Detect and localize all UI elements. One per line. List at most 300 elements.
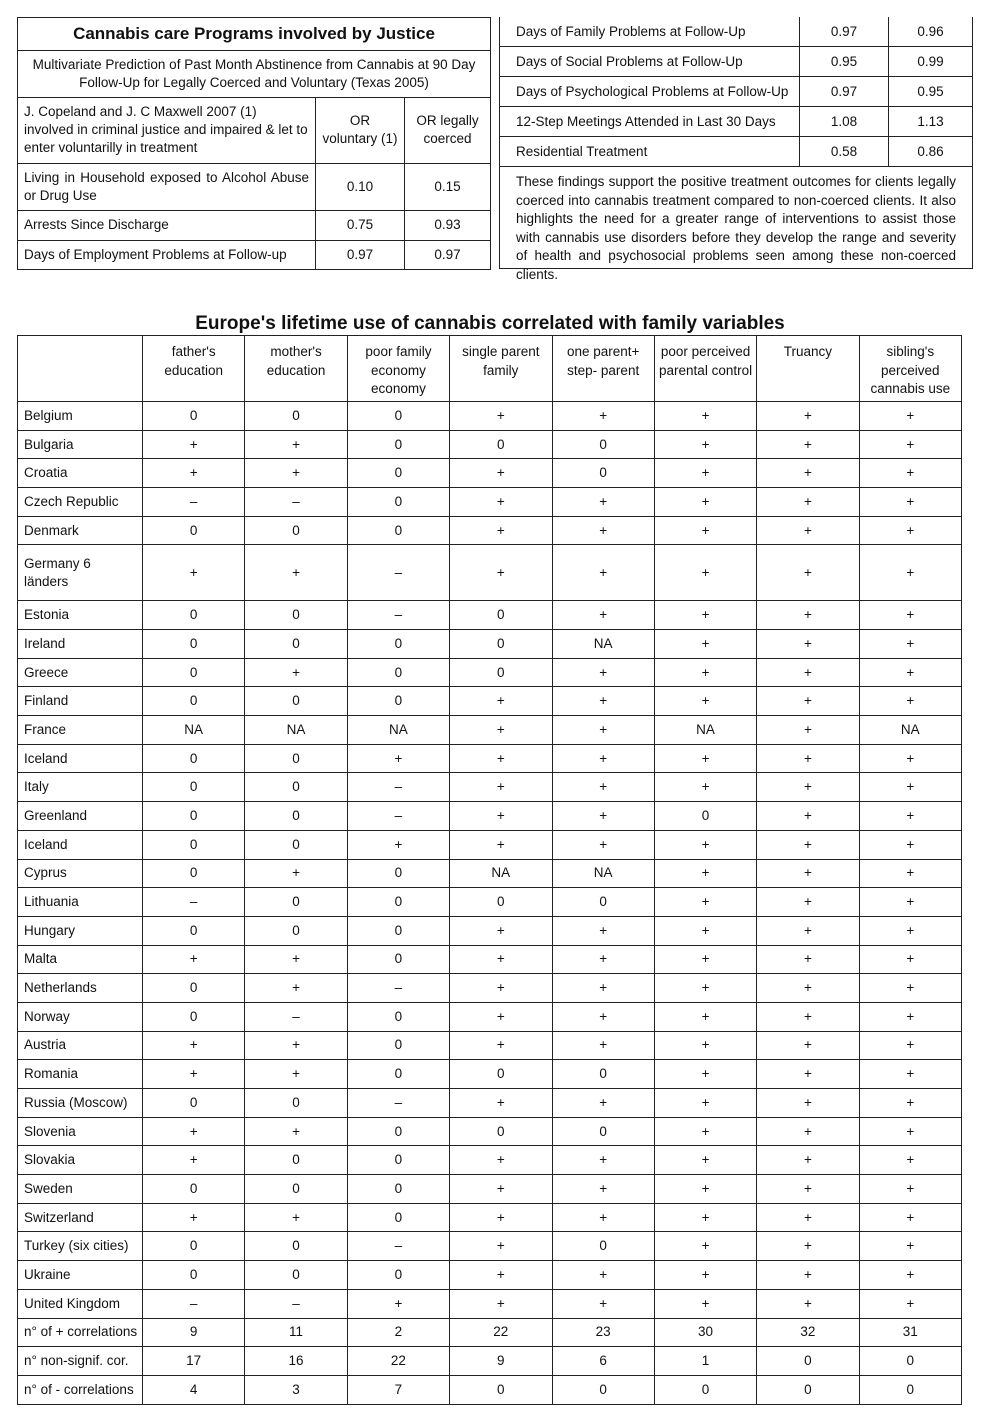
- correlation-cell: 0: [245, 1175, 347, 1204]
- correlation-cell: +: [654, 945, 756, 974]
- correlation-cell: 0: [245, 830, 347, 859]
- correlation-cell: +: [757, 459, 859, 488]
- correlation-cell: +: [859, 1002, 961, 1031]
- correlation-cell: 0: [450, 658, 552, 687]
- correlation-cell: +: [757, 802, 859, 831]
- correlation-cell: +: [859, 687, 961, 716]
- country-label: Austria: [18, 1031, 143, 1060]
- correlation-cell: –: [347, 1232, 449, 1261]
- correlation-cell: +: [654, 1261, 756, 1290]
- country-label: Russia (Moscow): [18, 1089, 143, 1118]
- correlation-cell: +: [552, 488, 654, 517]
- correlation-cell: 0: [347, 1031, 449, 1060]
- correlation-cell: 0: [245, 630, 347, 659]
- correlation-cell: 0: [245, 601, 347, 630]
- correlation-cell: +: [654, 1031, 756, 1060]
- table-row: [18, 1175, 962, 1204]
- correlation-cell: +: [654, 545, 756, 601]
- correlation-cell: 17: [143, 1347, 245, 1376]
- correlation-cell: 0: [245, 1146, 347, 1175]
- correlation-cell: +: [654, 916, 756, 945]
- correlation-cell: 0: [450, 430, 552, 459]
- correlation-cell: +: [757, 402, 859, 431]
- correlation-cell: 0: [347, 1060, 449, 1089]
- column-header: one parent+ step- parent: [552, 336, 654, 402]
- correlation-cell: 0: [552, 1232, 654, 1261]
- correlation-cell: 0: [347, 1203, 449, 1232]
- table-row: [18, 430, 962, 459]
- correlation-cell: –: [143, 1289, 245, 1318]
- correlation-cell: +: [757, 1203, 859, 1232]
- correlation-cell: 0: [245, 402, 347, 431]
- correlation-cell: +: [654, 859, 756, 888]
- correlation-cell: 0: [143, 1232, 245, 1261]
- correlation-cell: +: [552, 773, 654, 802]
- correlation-cell: +: [757, 1031, 859, 1060]
- right-table-row: [500, 47, 972, 77]
- correlation-cell: +: [757, 1089, 859, 1118]
- correlation-cell: –: [347, 1089, 449, 1118]
- or-coerced-value: 0.15: [405, 163, 491, 210]
- country-label: Switzerland: [18, 1203, 143, 1232]
- correlation-cell: +: [654, 974, 756, 1003]
- correlation-cell: +: [757, 1117, 859, 1146]
- row-label: Days of Social Problems at Follow-Up: [500, 47, 800, 77]
- or-voluntary-value: 0.97: [800, 17, 889, 47]
- correlation-cell: +: [552, 1203, 654, 1232]
- correlation-cell: NA: [347, 716, 449, 745]
- correlation-cell: –: [143, 488, 245, 517]
- correlation-cell: +: [859, 1146, 961, 1175]
- correlation-cell: +: [757, 744, 859, 773]
- country-label: n° of + correlations: [18, 1318, 143, 1347]
- correlation-cell: +: [552, 687, 654, 716]
- correlation-cell: +: [859, 1289, 961, 1318]
- correlation-cell: 9: [143, 1318, 245, 1347]
- country-label: Germany 6 länders: [18, 545, 143, 601]
- correlation-cell: 7: [347, 1375, 449, 1404]
- correlation-cell: 0: [654, 802, 756, 831]
- correlation-cell: +: [654, 1060, 756, 1089]
- correlation-cell: +: [143, 1031, 245, 1060]
- correlation-cell: +: [654, 402, 756, 431]
- justice-programs-table-right: [499, 17, 973, 282]
- europe-table-title: Europe's lifetime use of cannabis correlated with family variables: [195, 313, 785, 334]
- correlation-cell: +: [859, 1203, 961, 1232]
- row-label: 12-Step Meetings Attended in Last 30 Days: [500, 107, 800, 137]
- correlation-cell: +: [552, 744, 654, 773]
- table-row: [18, 773, 962, 802]
- correlation-cell: 0: [347, 459, 449, 488]
- correlation-cell: 0: [859, 1347, 961, 1376]
- correlation-cell: +: [552, 916, 654, 945]
- correlation-cell: +: [859, 658, 961, 687]
- correlation-cell: 0: [450, 1375, 552, 1404]
- correlation-cell: 0: [347, 916, 449, 945]
- country-label: Denmark: [18, 516, 143, 545]
- correlation-cell: +: [450, 1146, 552, 1175]
- country-label: Romania: [18, 1060, 143, 1089]
- correlation-cell: 0: [347, 687, 449, 716]
- correlation-cell: +: [859, 859, 961, 888]
- correlation-cell: 22: [347, 1347, 449, 1376]
- column-header: sibling's perceived cannabis use: [859, 336, 961, 402]
- correlation-cell: +: [552, 830, 654, 859]
- correlation-cell: 0: [143, 1089, 245, 1118]
- correlation-cell: +: [757, 1261, 859, 1290]
- table-row: [18, 1146, 962, 1175]
- correlation-cell: 0: [347, 888, 449, 917]
- table-row: [18, 888, 962, 917]
- correlation-cell: 16: [245, 1347, 347, 1376]
- correlation-cell: +: [757, 1002, 859, 1031]
- correlation-cell: +: [859, 1232, 961, 1261]
- correlation-cell: 0: [347, 1146, 449, 1175]
- correlation-cell: +: [757, 859, 859, 888]
- correlation-cell: +: [552, 1289, 654, 1318]
- correlation-cell: 0: [347, 1117, 449, 1146]
- correlation-cell: +: [757, 430, 859, 459]
- correlation-cell: +: [347, 744, 449, 773]
- correlation-cell: 9: [450, 1347, 552, 1376]
- or-coerced-value: 0.97: [405, 240, 491, 269]
- correlation-cell: +: [552, 545, 654, 601]
- correlation-cell: 0: [245, 1232, 347, 1261]
- correlation-cell: –: [143, 888, 245, 917]
- corner-header: [18, 336, 143, 402]
- correlation-cell: –: [347, 974, 449, 1003]
- correlation-cell: +: [757, 1146, 859, 1175]
- correlation-cell: +: [654, 830, 756, 859]
- correlation-cell: +: [859, 802, 961, 831]
- correlation-cell: NA: [859, 716, 961, 745]
- correlation-cell: 0: [143, 630, 245, 659]
- correlation-cell: 0: [245, 1089, 347, 1118]
- table-row: [18, 630, 962, 659]
- correlation-cell: +: [552, 974, 654, 1003]
- or-voluntary-value: 0.75: [316, 210, 405, 240]
- table-row: [18, 1232, 962, 1261]
- correlation-cell: +: [245, 545, 347, 601]
- correlation-cell: +: [654, 488, 756, 517]
- table-row: [18, 545, 962, 601]
- correlation-cell: +: [450, 916, 552, 945]
- correlation-cell: 0: [347, 945, 449, 974]
- correlation-cell: 0: [552, 1117, 654, 1146]
- or-voluntary-value: 0.97: [316, 240, 405, 269]
- left-table-title: Cannabis care Programs involved by Justice: [18, 18, 490, 50]
- correlation-cell: +: [143, 945, 245, 974]
- correlation-cell: 32: [757, 1318, 859, 1347]
- table-row: [18, 687, 962, 716]
- table-row: [18, 945, 962, 974]
- correlation-cell: 0: [143, 687, 245, 716]
- correlation-cell: +: [859, 488, 961, 517]
- correlation-cell: +: [859, 601, 961, 630]
- correlation-cell: 0: [347, 488, 449, 517]
- correlation-cell: +: [450, 1002, 552, 1031]
- left-table-row: [18, 210, 490, 240]
- correlation-cell: +: [245, 1060, 347, 1089]
- table-row: [18, 658, 962, 687]
- correlation-cell: 0: [347, 859, 449, 888]
- correlation-cell: +: [450, 545, 552, 601]
- correlation-cell: +: [552, 1146, 654, 1175]
- table-row: [18, 1261, 962, 1290]
- correlation-cell: +: [143, 1060, 245, 1089]
- correlation-cell: +: [654, 1089, 756, 1118]
- correlation-cell: +: [552, 716, 654, 745]
- correlation-cell: 0: [347, 1002, 449, 1031]
- correlation-cell: +: [859, 773, 961, 802]
- correlation-cell: +: [757, 1175, 859, 1204]
- table-row: [18, 916, 962, 945]
- row-label: Days of Psychological Problems at Follow-Up: [500, 77, 800, 107]
- country-label: United Kingdom: [18, 1289, 143, 1318]
- correlation-cell: NA: [552, 859, 654, 888]
- country-label: Greece: [18, 658, 143, 687]
- correlation-cell: +: [552, 658, 654, 687]
- correlation-cell: 0: [143, 1261, 245, 1290]
- country-label: Ireland: [18, 630, 143, 659]
- correlation-cell: 0: [552, 430, 654, 459]
- correlation-cell: 0: [143, 802, 245, 831]
- correlation-cell: –: [245, 1289, 347, 1318]
- country-label: Sweden: [18, 1175, 143, 1204]
- correlation-cell: +: [757, 773, 859, 802]
- correlation-cell: +: [450, 830, 552, 859]
- correlation-cell: +: [552, 1031, 654, 1060]
- correlation-cell: +: [757, 516, 859, 545]
- correlation-cell: 0: [143, 1002, 245, 1031]
- correlation-cell: +: [859, 945, 961, 974]
- table-row: [18, 459, 962, 488]
- correlation-cell: +: [757, 658, 859, 687]
- correlation-cell: +: [757, 945, 859, 974]
- country-label: Iceland: [18, 830, 143, 859]
- correlation-cell: 0: [143, 516, 245, 545]
- country-label: Malta: [18, 945, 143, 974]
- correlation-cell: NA: [450, 859, 552, 888]
- correlation-cell: +: [757, 716, 859, 745]
- right-table-row: [500, 137, 972, 167]
- correlation-cell: +: [654, 1175, 756, 1204]
- correlation-cell: +: [552, 601, 654, 630]
- correlation-cell: –: [347, 545, 449, 601]
- or-voluntary-value: 0.58: [800, 137, 889, 167]
- column-header: single parent family: [450, 336, 552, 402]
- correlation-cell: 0: [245, 516, 347, 545]
- correlation-cell: +: [245, 1203, 347, 1232]
- correlation-cell: 0: [347, 516, 449, 545]
- table-row: [18, 1089, 962, 1118]
- correlation-cell: +: [859, 1031, 961, 1060]
- correlation-cell: +: [859, 545, 961, 601]
- correlation-cell: +: [450, 802, 552, 831]
- correlation-cell: +: [859, 916, 961, 945]
- correlation-cell: NA: [143, 716, 245, 745]
- row-label: Residential Treatment: [500, 137, 800, 167]
- correlation-cell: +: [859, 888, 961, 917]
- correlation-cell: +: [654, 773, 756, 802]
- table-row: [18, 1347, 962, 1376]
- table-row: [18, 402, 962, 431]
- correlation-cell: +: [245, 859, 347, 888]
- correlation-cell: 0: [347, 1175, 449, 1204]
- correlation-cell: 0: [245, 687, 347, 716]
- source-header: J. Copeland and J. C Maxwell 2007 (1) involved in criminal justice and impaired & let to enter voluntarilly in treatment: [18, 97, 316, 163]
- or-coerced-value: 0.95: [889, 77, 973, 107]
- correlation-cell: +: [450, 1175, 552, 1204]
- correlation-cell: +: [552, 945, 654, 974]
- correlation-cell: 0: [347, 1261, 449, 1290]
- right-table-row: [500, 17, 972, 47]
- country-label: Hungary: [18, 916, 143, 945]
- or-coerced-value: 0.86: [889, 137, 973, 167]
- correlation-cell: +: [757, 1289, 859, 1318]
- correlation-cell: 0: [143, 744, 245, 773]
- country-label: Finland: [18, 687, 143, 716]
- correlation-cell: 0: [450, 888, 552, 917]
- findings-note: These findings support the positive treatment outcomes for clients legally coerced into cannabis treatment compared to non-coerced clients. It also highlights the need for a greater range of interventions to assist those with cannabis use disorders before they develop the range and severity of health and psychosocial problems seen among these non-coerced clients.: [516, 174, 956, 282]
- correlation-cell: +: [757, 601, 859, 630]
- correlation-cell: +: [757, 630, 859, 659]
- correlation-cell: +: [654, 459, 756, 488]
- correlation-cell: +: [450, 974, 552, 1003]
- or-coerced-value: 1.13: [889, 107, 973, 137]
- correlation-cell: 0: [143, 859, 245, 888]
- correlation-cell: 0: [245, 773, 347, 802]
- correlation-cell: +: [654, 630, 756, 659]
- or-voluntary-value: 1.08: [800, 107, 889, 137]
- correlation-cell: +: [143, 430, 245, 459]
- correlation-cell: 23: [552, 1318, 654, 1347]
- correlation-cell: +: [757, 1232, 859, 1261]
- correlation-cell: +: [552, 516, 654, 545]
- or-coerced-header: OR legally coerced: [405, 97, 491, 163]
- correlation-cell: +: [450, 687, 552, 716]
- correlation-cell: +: [245, 945, 347, 974]
- correlation-cell: 0: [347, 658, 449, 687]
- country-label: Bulgaria: [18, 430, 143, 459]
- correlation-cell: –: [347, 773, 449, 802]
- table-row: [18, 1203, 962, 1232]
- left-table-subtitle: Multivariate Prediction of Past Month Abstinence from Cannabis at 90 Day Follow-Up for Legally Coerced and Voluntary (Texas 2005): [18, 50, 490, 97]
- correlation-cell: +: [654, 1232, 756, 1261]
- correlation-cell: +: [450, 1089, 552, 1118]
- correlation-cell: 0: [347, 430, 449, 459]
- correlation-cell: +: [757, 687, 859, 716]
- correlation-cell: +: [654, 430, 756, 459]
- correlation-cell: +: [450, 1203, 552, 1232]
- correlation-cell: 22: [450, 1318, 552, 1347]
- country-label: Slovakia: [18, 1146, 143, 1175]
- country-label: Croatia: [18, 459, 143, 488]
- table-row: [18, 1318, 962, 1347]
- correlation-cell: 0: [245, 916, 347, 945]
- correlation-cell: 0: [859, 1375, 961, 1404]
- correlation-cell: +: [143, 459, 245, 488]
- correlation-cell: 3: [245, 1375, 347, 1404]
- correlation-cell: +: [450, 488, 552, 517]
- country-label: Italy: [18, 773, 143, 802]
- correlation-cell: 0: [143, 1175, 245, 1204]
- country-label: Ukraine: [18, 1261, 143, 1290]
- correlation-cell: 0: [143, 601, 245, 630]
- country-label: Slovenia: [18, 1117, 143, 1146]
- correlation-cell: +: [859, 1117, 961, 1146]
- correlation-cell: +: [245, 658, 347, 687]
- correlation-cell: –: [245, 1002, 347, 1031]
- table-row: [18, 601, 962, 630]
- table-row: [18, 716, 962, 745]
- correlation-cell: 1: [654, 1347, 756, 1376]
- correlation-cell: +: [654, 1002, 756, 1031]
- correlation-cell: 0: [143, 773, 245, 802]
- correlation-cell: +: [859, 744, 961, 773]
- country-label: Belgium: [18, 402, 143, 431]
- correlation-cell: +: [450, 1232, 552, 1261]
- table-row: [18, 974, 962, 1003]
- correlation-cell: 0: [450, 1117, 552, 1146]
- correlation-cell: +: [143, 545, 245, 601]
- correlation-cell: 0: [654, 1375, 756, 1404]
- correlation-cell: 0: [143, 916, 245, 945]
- correlation-cell: +: [143, 1146, 245, 1175]
- correlation-cell: +: [347, 1289, 449, 1318]
- correlation-cell: +: [859, 516, 961, 545]
- table-row: [18, 744, 962, 773]
- table-row: [18, 1002, 962, 1031]
- correlation-cell: 0: [552, 888, 654, 917]
- europe-correlation-table: [17, 335, 962, 1405]
- correlation-cell: +: [552, 802, 654, 831]
- correlation-cell: +: [757, 888, 859, 917]
- left-table-row: [18, 240, 490, 269]
- row-label: Days of Family Problems at Follow-Up: [500, 17, 800, 47]
- table-row: [18, 1375, 962, 1404]
- country-label: n° non-signif. cor.: [18, 1347, 143, 1376]
- correlation-cell: +: [245, 974, 347, 1003]
- correlation-cell: +: [450, 516, 552, 545]
- correlation-cell: NA: [654, 716, 756, 745]
- correlation-cell: +: [859, 974, 961, 1003]
- correlation-cell: 0: [245, 888, 347, 917]
- correlation-cell: +: [450, 773, 552, 802]
- correlation-cell: +: [757, 974, 859, 1003]
- row-label: Living in Household exposed to Alcohol Abuse or Drug Use: [18, 163, 316, 210]
- correlation-cell: 31: [859, 1318, 961, 1347]
- europe-header-row: [18, 336, 962, 402]
- or-voluntary-value: 0.10: [316, 163, 405, 210]
- correlation-cell: +: [654, 658, 756, 687]
- correlation-cell: 0: [143, 974, 245, 1003]
- correlation-cell: 0: [347, 402, 449, 431]
- correlation-cell: NA: [552, 630, 654, 659]
- correlation-cell: +: [245, 1031, 347, 1060]
- or-voluntary-header: OR voluntary (1): [316, 97, 405, 163]
- correlation-cell: 0: [552, 459, 654, 488]
- column-header: poor perceived parental control: [654, 336, 756, 402]
- correlation-cell: +: [654, 601, 756, 630]
- country-label: Czech Republic: [18, 488, 143, 517]
- correlation-cell: +: [654, 744, 756, 773]
- correlation-cell: +: [757, 916, 859, 945]
- correlation-cell: –: [347, 802, 449, 831]
- correlation-cell: +: [654, 1117, 756, 1146]
- table-row: [18, 1060, 962, 1089]
- table-row: [18, 859, 962, 888]
